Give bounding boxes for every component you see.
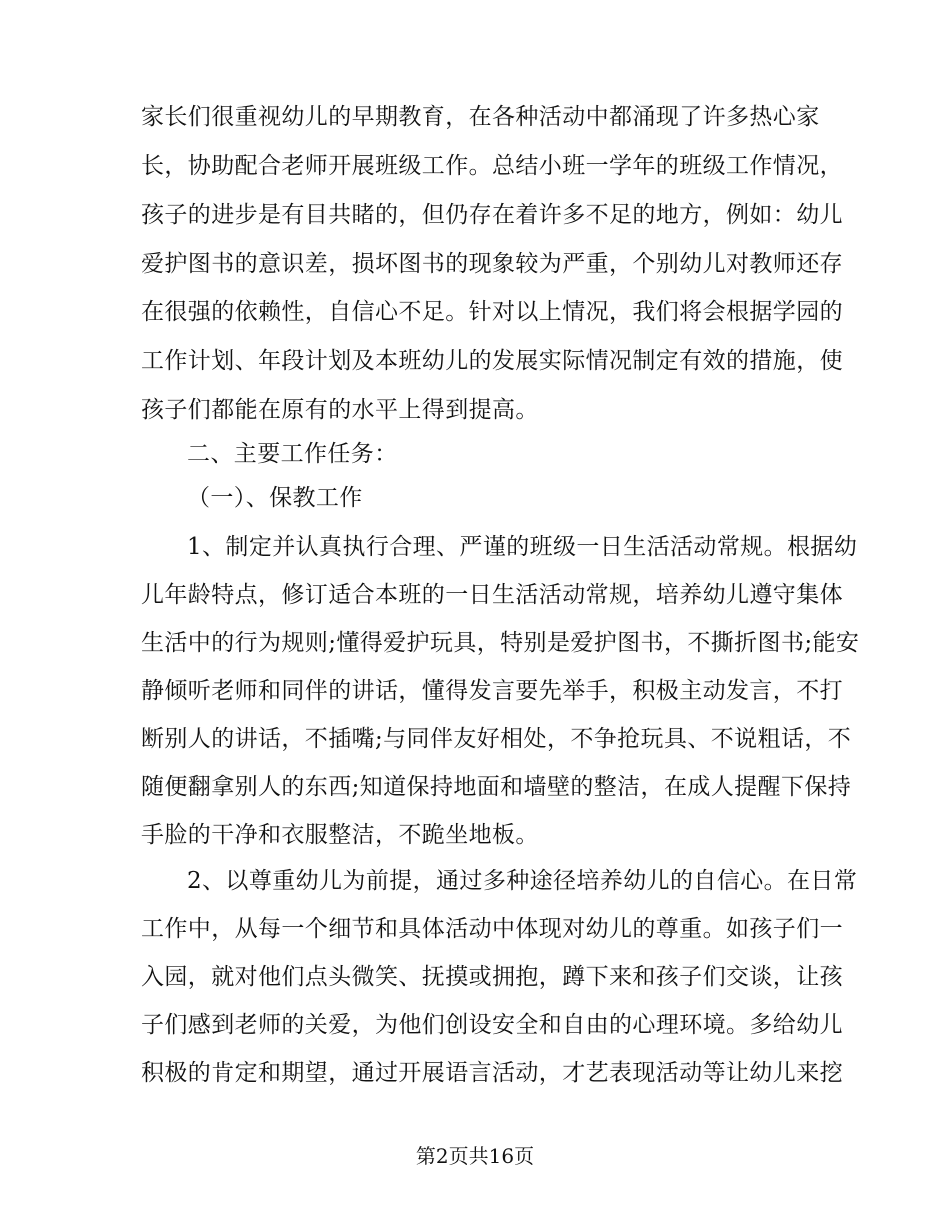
page-number-footer: 第2页共16页 xyxy=(415,1144,535,1168)
body-text-line: 随便翻拿别人的东西;知道保持地面和墙壁的整洁，在成人提醒下保持 xyxy=(141,774,852,800)
body-text-line: 孩子的进步是有目共睹的，但仍存在着许多不足的地方，例如：幼儿 xyxy=(141,202,843,228)
body-text-line: 孩子们都能在原有的水平上得到提高。 xyxy=(141,397,539,423)
body-text-line: 工作计划、年段计划及本班幼儿的发展实际情况制定有效的措施，使 xyxy=(141,348,843,374)
body-text-line: 爱护图书的意识差，损坏图书的现象较为严重，个别幼儿对教师还存 xyxy=(141,251,843,277)
body-text-line: 生活中的行为规则;懂得爱护玩具，特别是爱护图书，不撕折图书;能安 xyxy=(141,630,860,656)
body-text-line: 家长们很重视幼儿的早期教育，在各种活动中都涌现了许多热心家 xyxy=(141,104,820,130)
subsection-heading: （一）、保教工作 xyxy=(187,485,363,511)
body-text-line: 在很强的依赖性，自信心不足。针对以上情况，我们将会根据学园的 xyxy=(141,299,843,325)
body-text-line: 手脸的干净和衣服整洁，不跪坐地板。 xyxy=(141,822,539,848)
body-text-line: 2、以尊重幼儿为前提，通过多种途径培养幼儿的自信心。在日常 xyxy=(187,868,858,894)
body-text-line: 断别人的讲话，不插嘴;与同伴友好相处，不争抢玩具、不说粗话，不 xyxy=(141,726,852,752)
body-text-line: 儿年龄特点，修订适合本班的一日生活活动常规，培养幼儿遵守集体 xyxy=(141,582,843,608)
body-text-line: 积极的肯定和期望，通过开展语言活动，才艺表现活动等让幼儿来挖 xyxy=(141,1060,843,1086)
body-text-line: 1、制定并认真执行合理、严谨的班级一日生活活动常规。根据幼 xyxy=(187,534,858,560)
body-text-line: 工作中，从每一个细节和具体活动中体现对幼儿的尊重。如孩子们一 xyxy=(141,916,843,942)
section-heading: 二、主要工作任务： xyxy=(187,441,398,467)
body-text-line: 长，协助配合老师开展班级工作。总结小班一学年的班级工作情况， xyxy=(141,153,843,179)
body-text-line: 子们感到老师的关爱，为他们创设安全和自由的心理环境。多给幼儿 xyxy=(141,1012,843,1038)
body-text-line: 静倾听老师和同伴的讲话，懂得发言要先举手，积极主动发言，不打 xyxy=(141,678,843,704)
body-text-line: 入园，就对他们点头微笑、抚摸或拥抱，蹲下来和孩子们交谈，让孩 xyxy=(141,964,843,990)
